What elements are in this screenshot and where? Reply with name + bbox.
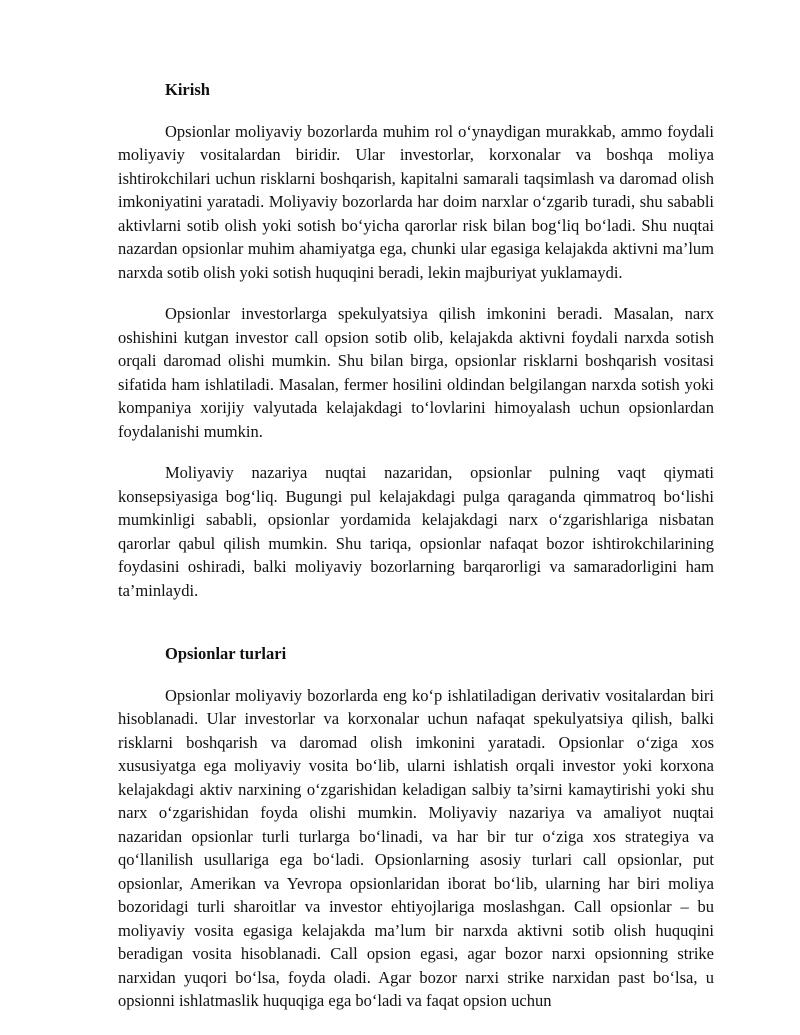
document-body [118,78,714,1013]
types-paragraph-1: Opsionlar moliyaviy bozorlarda eng ko‘p ishlatiladigan derivativ vositalardan biri hisoblanadi. Ular investorlar va korxonalar uchun nafaqat spekulyatsiya qilish, balki risklarni boshqarish va daromad olish imkonini yaratadi. Opsionlar o‘ziga xos xususiyatga ega moliyaviy vosita bo‘lib, ularni ishlatish orqali investor yoki korxona kelajakdagi aktiv narxining o‘zgarishidan keladigan salbiy ta’sirni kamaytirishi yoki shu narx o‘zgarishidan foyda olishi mumkin. Moliyaviy nazariya va amaliyot nuqtai nazaridan opsionlar turli turlarga bo‘linadi, va har bir tur o‘ziga xos strategiya va qo‘llanilish usullariga ega bo‘ladi. Opsionlarning asosiy turlari call opsionlar, put opsionlar, Amerikan va Yevropa opsionlaridan iborat bo‘lib, ularning har biri moliya bozoridagi turli sharoitlar va investor ehtiyojlariga moslashgan. Call opsionlar – bu moliyaviy vosita egasiga kelajakda ma’lum bir narxda aktivni sotib olish huquqini beradigan vosita hisoblanadi. Call opsion egasi, agar bozor narxi opsionning strike narxidan yuqori bo‘lsa, foyda oladi. Agar bozor narxi strike narxidan past bo‘lsa, u opsionni ishlatmaslik huquqiga ega bo‘ladi va faqat opsion uchun [118,685,714,1010]
intro-paragraph-1: Opsionlar moliyaviy bozorlarda muhim rol o‘ynaydigan murakkab, ammo foydali moliyaviy vositalardan biridir. Ular investorlar, korxonalar va boshqa moliya ishtirokchilari uchun risklarni boshqarish, kapitalni samarali taqsimlash va daromad olish imkoniyatini yaratadi. Moliyaviy bozorlarda har doim narxlar o‘zgarib turadi, shu sababli aktivlarni sotib olish yoki sotish bo‘yicha qarorlar risk bilan bog‘liq bo‘ladi. Shu nuqtai nazardan opsionlar muhim ahamiyatga ega, chunki ular egasiga kelajakda aktivni ma’lum narxda sotib olish yoki sotish huquqini beradi, lekin majburiyat yuklamaydi. [118,121,714,282]
section-heading-intro: Kirish [165,80,210,99]
intro-paragraph-2: Opsionlar investorlarga spekulyatsiya qilish imkonini beradi. Masalan, narx oshishini kutgan investor call opsion sotib olib, kelajakda aktivni foydali narxda sotish orqali daromad olishi mumkin. Shu bilan birga, opsionlar risklarni boshqarish vositasi sifatida ham ishlatiladi. Masalan, fermer hosilini oldindan belgilangan narxda sotish yoki kompaniya xorijiy valyutada kelajakdagi to‘lovlarini himoyalash uchun opsionlardan foydalanishi mumkin. [118,304,714,441]
section-heading-types: Opsionlar turlari [165,644,287,663]
intro-paragraph-3: Moliyaviy nazariya nuqtai nazaridan, opsionlar pulning vaqt qiymati konsepsiyasiga bog‘liq. Bugungi pul kelajakdagi pulga qaraganda qimmatroq bo‘lishi mumkinligi sababli, opsionlar yordamida kelajakdagi narx o‘zgarishlariga nisbatan qarorlar qabul qilish mumkin. Shu tariqa, opsionlar nafaqat bozor ishtirokchilarining foydasini oshiradi, balki moliyaviy bozorlarning barqarorligi va samaradorligini ham ta’minlaydi. [118,463,714,600]
